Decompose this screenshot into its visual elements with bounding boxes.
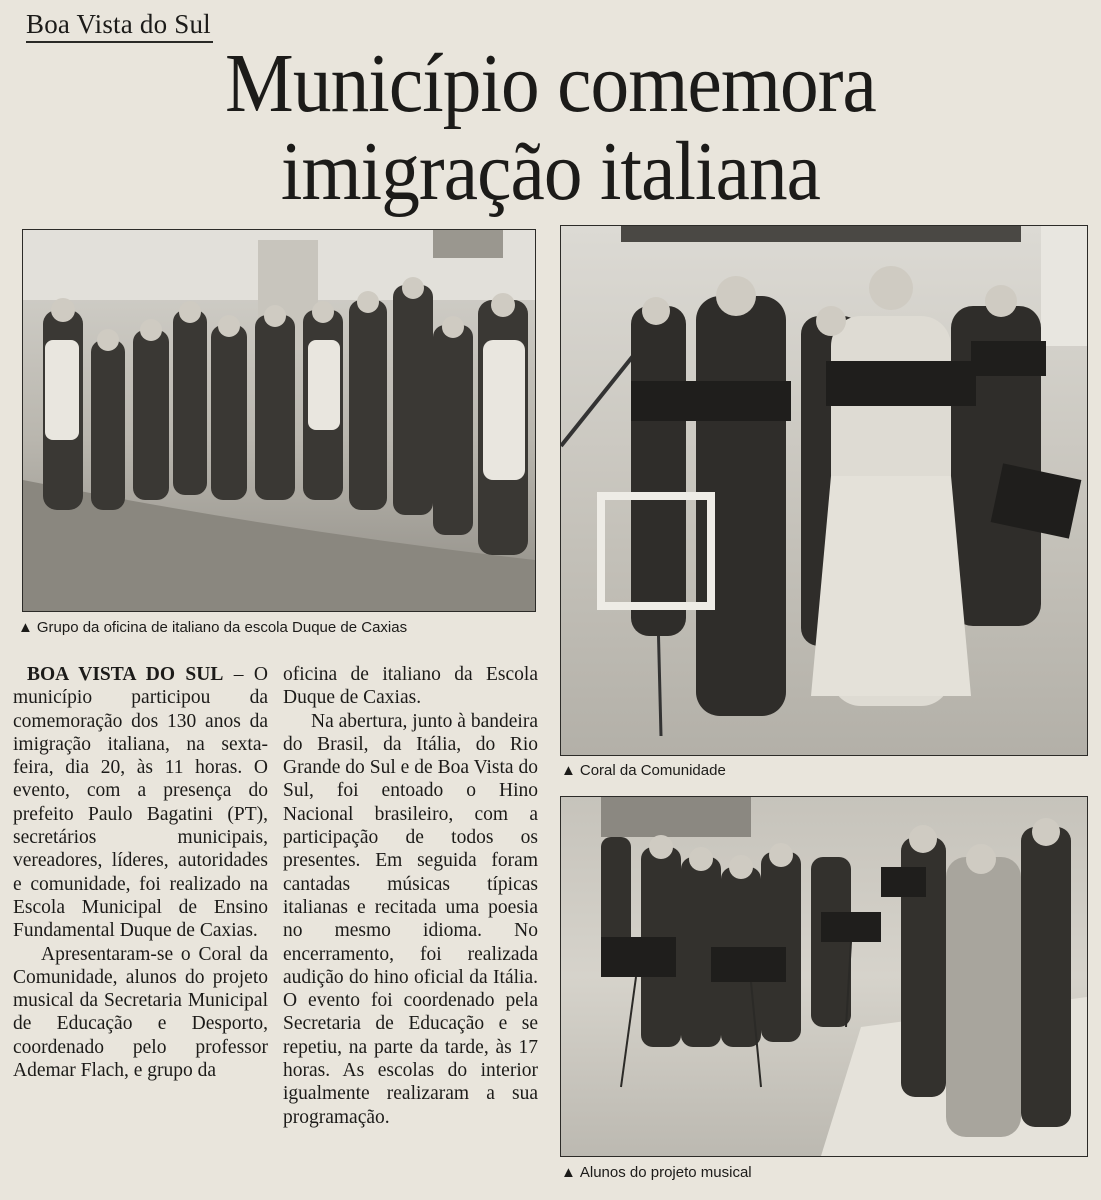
headline-line-2: imigração italiana [280,125,821,218]
photo-caption-3 [561,1163,752,1183]
article-paragraph-1: – O município participou da comemoração dos 130 anos da imigração italiana, na sexta-feira, dia 20, às 11 horas. O evento, com a presença do prefeito Paulo Bagatini (PT), secretários municipais, vereadores, líderes, autoridades e comunidade, foi realizado na Escola Municipal de Ensino Fundamental Duque de Caxias. [13,664,269,942]
photo-caption-1 [18,618,407,638]
photo-community-choir [560,225,1088,756]
caption-triangle-icon: ▲ [18,619,33,636]
caption-text: Coral da Comunidade [579,762,726,779]
headline-line-1: Município comemora [225,37,876,130]
photo-caption-2 [561,761,726,781]
caption-triangle-icon: ▲ [561,1164,576,1181]
article-dateline-paragraph [13,663,268,943]
article-paragraph-4: Na abertura, junto à bandeira do Brasil, da Itália, do Rio Grande do Sul e de Boa Vista do Sul, foi entoado o Hino Nacional brasileiro, com a participação de todos os presentes. Em seguida foram cantadas músicas típicas italianas e recitada uma poesia no mesmo idioma. No encerramento, foi realizada audição do hino oficial da Itália. O evento foi coordenado pela Secretaria de Educação e se repetiu, na parte da tarde, às 17 horas. As escolas do interior igualmente realizaram a sua programação. [283,710,538,1128]
caption-text: Alunos do projeto musical [579,1164,752,1181]
caption-text: Grupo da oficina de italiano da escola Duque de Caxias [36,619,408,636]
article-dateline: BOA VISTA DO SUL [27,664,224,685]
article-column-1 [13,663,268,1082]
headline [44,37,1057,218]
photo-italian-workshop-group [22,229,536,612]
section-label: Boa Vista do Sul [26,8,213,43]
article-column-2 [283,663,538,1129]
caption-triangle-icon: ▲ [561,762,576,779]
photo-music-project-students [560,796,1088,1157]
article-paragraph-2: Apresentaram-se o Coral da Comunidade, alunos do projeto musical da Secretaria Municipal de Educação e Desporto, coordenado pelo professor Ademar Flach, e grupo da [13,943,268,1082]
article-paragraph-3: oficina de italiano da Escola Duque de Caxias. [283,664,538,709]
